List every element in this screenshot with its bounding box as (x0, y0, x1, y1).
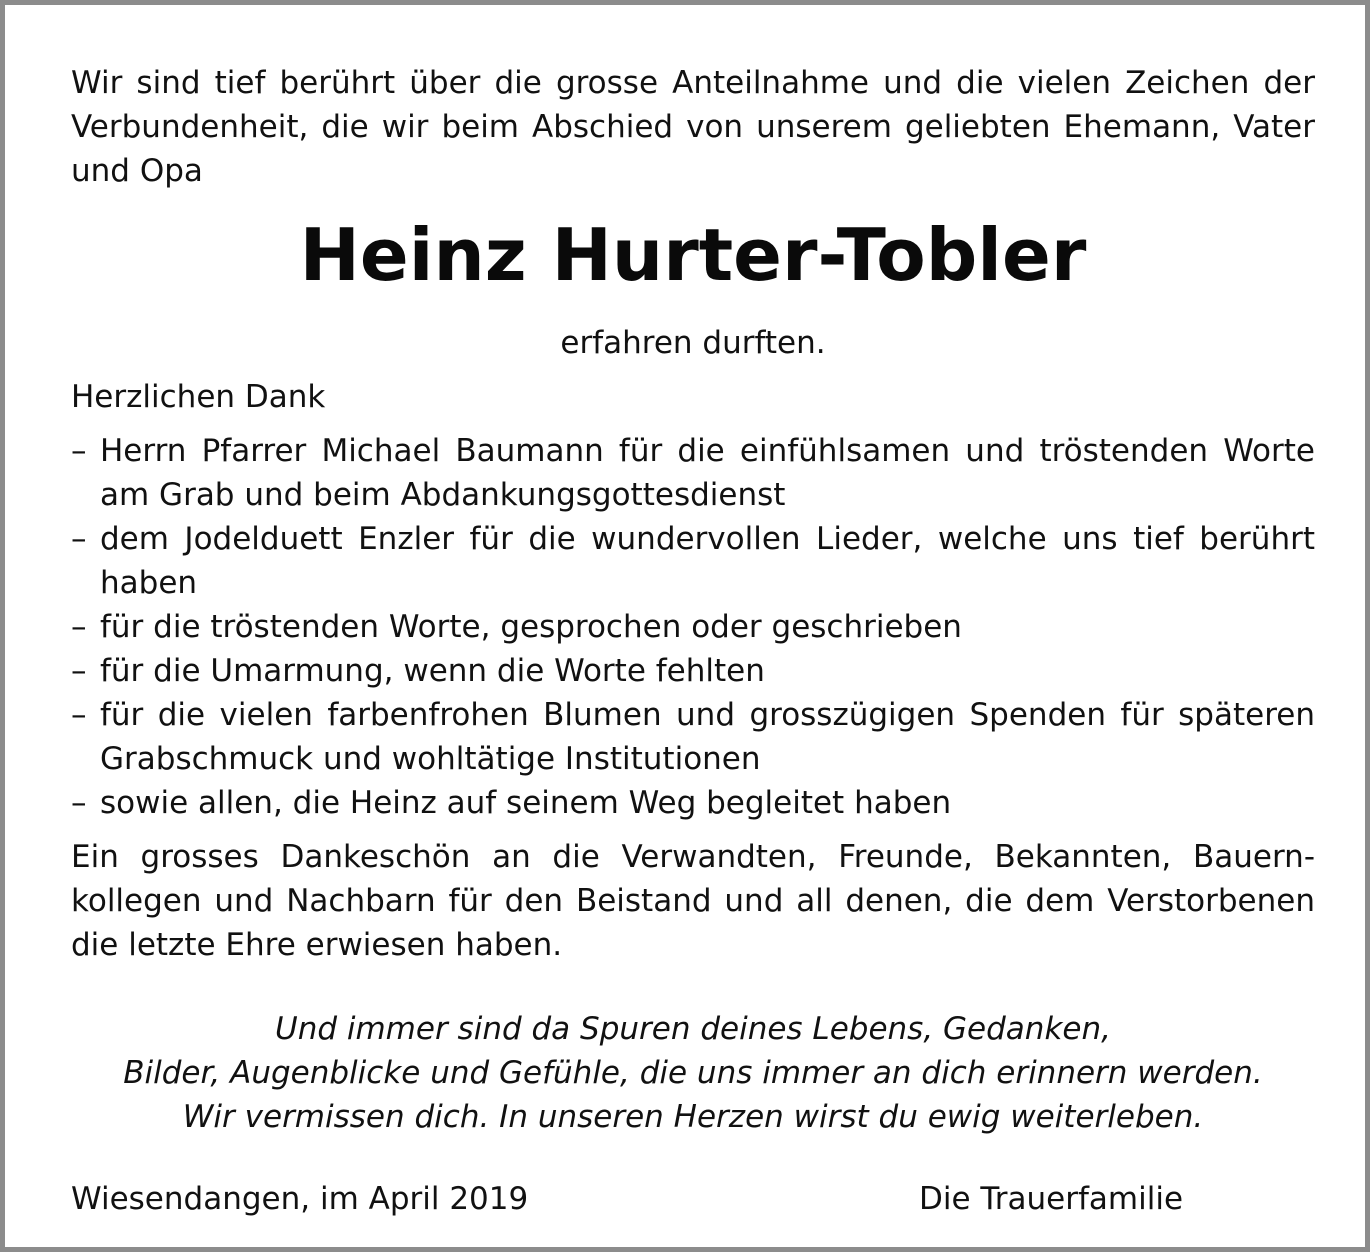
list-dash: – (71, 433, 87, 469)
thanks-item (71, 649, 1315, 693)
place-date: Wiesendangen, im April 2019 (71, 1181, 529, 1217)
list-dash: – (71, 653, 87, 689)
intro-paragraph: Wir sind tief berührt über die grosse Anteilnahme und die vielen Zeichen der Verbundenheit, die wir beim Abschied von unserem geliebten Ehemann, Vater und Opa (71, 65, 1315, 189)
thanks-list (71, 429, 1315, 825)
thanks-item-text: für die vielen farbenfrohen Blumen und grosszügigen Spenden für späteren Grabschmuck und wohltätige Institutionen (100, 697, 1315, 777)
list-dash: – (71, 785, 87, 821)
verse-line: Bilder, Augenblicke und Gefühle, die uns immer an dich erinnern werden. (123, 1055, 1263, 1091)
thanks-item-text: Herrn Pfarrer Michael Baumann für die einfühlsamen und tröstenden Worte am Grab und beim Abdankungsgottesdienst (100, 433, 1315, 513)
thanks-item (71, 517, 1315, 605)
list-dash: – (71, 521, 87, 557)
thanks-item (71, 429, 1315, 517)
thanks-heading: Herzlichen Dank (71, 379, 326, 415)
deceased-name: Heinz Hurter-Tobler (299, 213, 1087, 297)
verse-line: Und immer sind da Spuren deines Lebens, Gedanken, (275, 1011, 1111, 1047)
footer (71, 1177, 1315, 1221)
thanks-item (71, 605, 1315, 649)
thanks-item-text: dem Jodelduett Enzler für die wundervollen Lieder, welche uns tief berührt haben (100, 521, 1315, 601)
thanks-item-text: für die tröstenden Worte, gesprochen oder geschrieben (100, 609, 962, 645)
signature: Die Trauerfamilie (919, 1181, 1184, 1217)
obituary-content (71, 61, 1315, 1221)
list-dash: – (71, 697, 87, 733)
verse-line: Wir vermissen dich. In unseren Herzen wirst du ewig weiterleben. (182, 1099, 1204, 1135)
thanks-item (71, 693, 1315, 781)
thanks-item-text: sowie allen, die Heinz auf seinem Weg begleitet haben (100, 785, 952, 821)
after-name-text: erfahren durften. (560, 325, 826, 361)
list-dash: – (71, 609, 87, 645)
thanks-item (71, 781, 1315, 825)
memorial-verse (71, 1007, 1315, 1139)
closing-paragraph: Ein grosses Dankeschön an die Verwandten, Freunde, Bekannten, Bauernkollegen und Nachbarn für den Beistand und all denen, die dem Verstorbenen die letzte Ehre erwiesen haben. (71, 839, 1315, 963)
thanks-item-text: für die Umarmung, wenn die Worte fehlten (100, 653, 765, 689)
